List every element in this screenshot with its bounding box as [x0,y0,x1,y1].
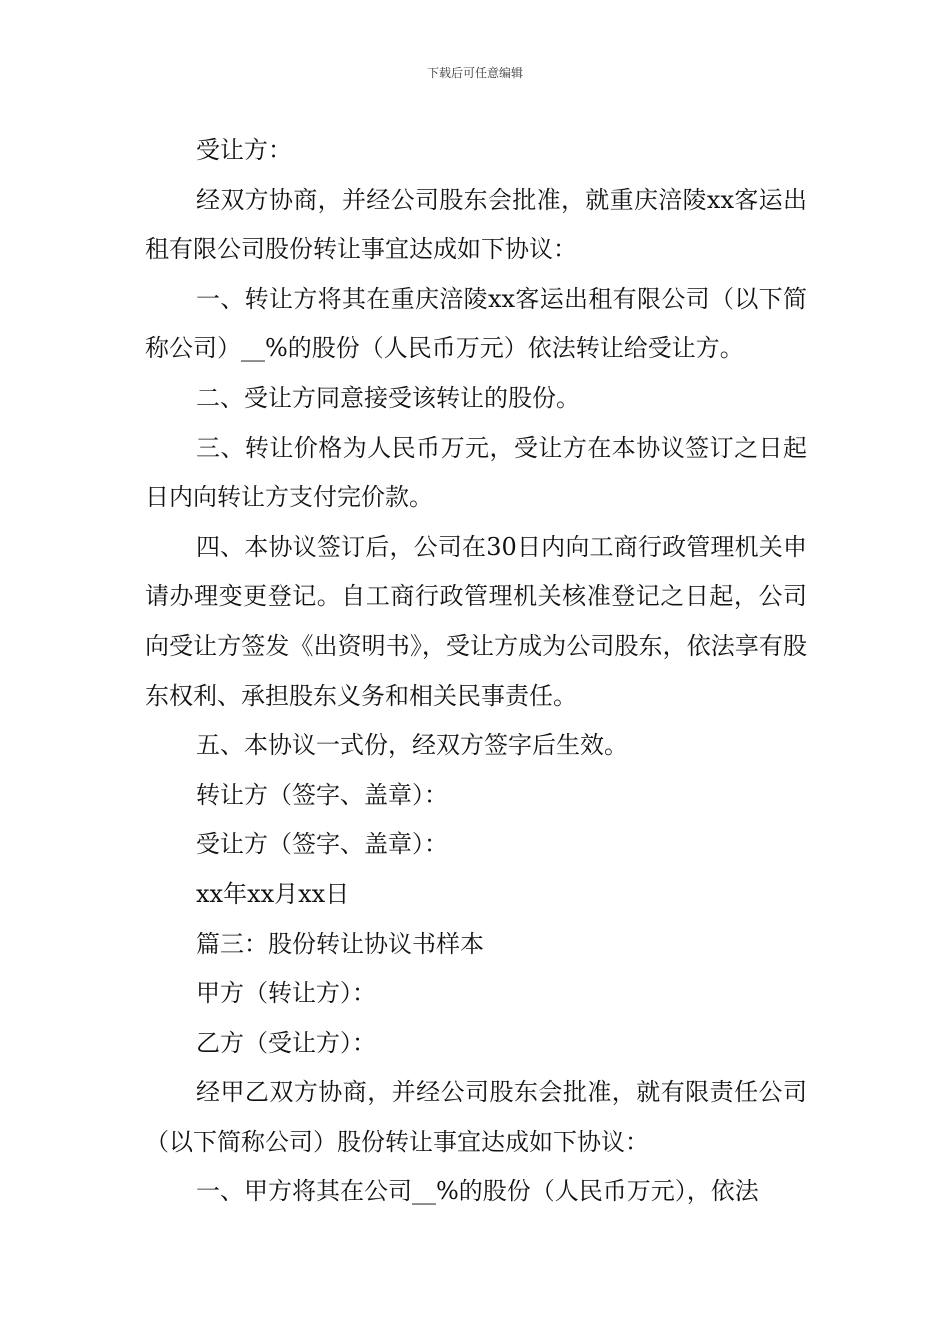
paragraph-transferee-label: 受让方： [196,136,292,164]
party-b-label: 乙方（受让方）： [196,1028,376,1057]
paragraph-intro-2: 经甲乙双方协商，并经公司股东会批准，就有限责任公司（以下简称公司）股份转让事宜达成如下协议： [145,1078,807,1156]
page-header: 下载后可任意编辑 [426,66,523,80]
signature-transferor: 转让方（签字、盖章）： [196,780,448,809]
paragraph-clause-3: 三、转让价格为人民币万元，受让方在本协议签订之日起日内向转让方支付完价款。 [145,433,807,512]
paragraph-intro: 经双方协商，并经公司股东会批准，就重庆涪陵xx客运出租有限公司股份转让事宜达成如下协议： [145,185,807,264]
signature-date: xx年xx月xx日 [196,879,350,908]
party-a-label: 甲方（转让方）： [196,979,376,1008]
paragraph-clause-1b: 一、甲方将其在公司__%的股份（人民币万元），依法 [196,1177,759,1206]
document-body [145,126,807,1217]
signature-transferee: 受让方（签字、盖章）： [196,830,448,859]
paragraph-clause-5: 五、本协议一式份，经双方签字后生效。 [196,731,628,760]
section-title: 篇三：股份转让协议书样本 [196,929,484,958]
paragraph-clause-2: 二、受让方同意接受该转让的股份。 [196,383,580,412]
paragraph-clause-1: 一、转让方将其在重庆涪陵xx客运出租有限公司（以下简称公司）__%的股份（人民币万元）依法转让给受让方。 [145,284,807,363]
paragraph-clause-4: 四、本协议签订后，公司在30日内向工商行政管理机关申请办理变更登记。自工商行政管理机关核准登记之日起，公司向受让方签发《出资明书》，受让方成为公司股东，依法享有股东权利、承担股东义务和相关民事责任。 [145,532,807,710]
